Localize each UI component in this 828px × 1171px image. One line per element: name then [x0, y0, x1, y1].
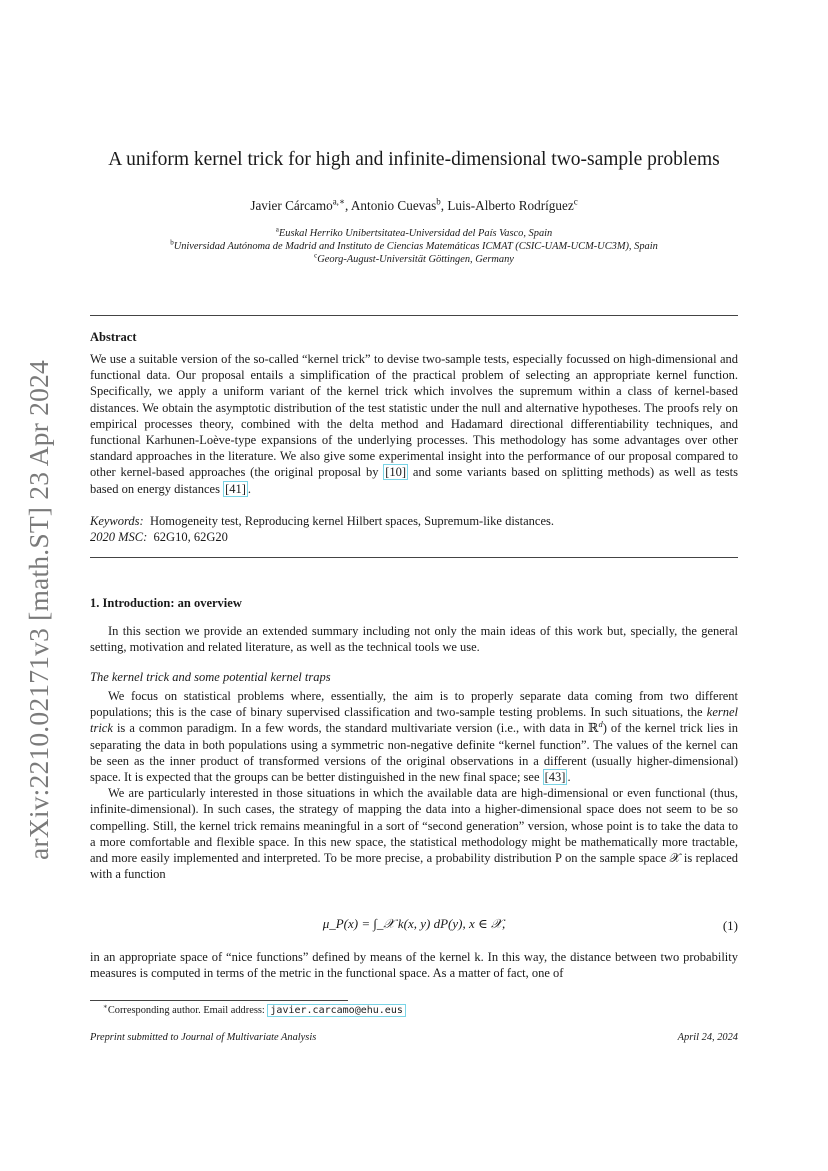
- affiliation-list: [90, 227, 738, 266]
- author-name: Luis-Alberto Rodríguez: [447, 198, 574, 213]
- author-list: Javier Cárcamo$^{a,∗}$, Antonio Cuevas$^b$, Luis-Alberto Rodríguez$^c$: [250, 196, 578, 213]
- equation-1: [90, 912, 738, 942]
- footer-journal: Preprint submitted to Journal of Multivariate Analysis: [90, 1032, 317, 1043]
- intro-paragraph: In this section we provide an extended summary including not only the main ideas of this work but, specially, the general setting, motivation and related literature, as well as the technical tools we use.: [90, 624, 738, 655]
- section-heading: 1. Introduction: an overview: [90, 596, 242, 610]
- abstract-top-rule: [90, 315, 738, 316]
- citation-link[interactable]: [41]: [225, 481, 246, 496]
- footnote-rule: [90, 1000, 348, 1001]
- subsection-heading: The kernel trick and some potential kernel traps: [90, 670, 331, 684]
- affiliation: $^b$Universidad Autónoma de Madrid and Instituto de Ciencias Matemáticas ICMAT (CSIC-UAM-UCM-UC3M), Spain: [170, 238, 658, 252]
- paper-title: A uniform kernel trick for high and infinite-dimensional two-sample problems: [108, 149, 720, 170]
- abstract-bottom-rule: [90, 557, 738, 558]
- affiliation: $^a$Euskal Herriko Unibertsitatea-Universidad del País Vasco, Spain: [275, 225, 553, 239]
- abstract-heading: Abstract: [90, 330, 137, 344]
- keywords-label: Keywords:: [90, 514, 144, 528]
- author-name: Antonio Cuevas: [350, 198, 437, 213]
- footer-date: April 24, 2024: [677, 1032, 738, 1043]
- kernel-trick-paragraphs: We focus on statistical problems where, essentially, the aim is to properly separate data coming from two different populations; this is the case of binary supervised classification and two-sample testing problems. In such situations, the kernel trick is a common paradigm. In a few words, the standard multivariate version (i.e., with data in ℝ$^d$) of the kernel trick lies in separating the data in both populations using a symmetric non-negative definite “kernel function”. The values of the kernel can be seen as the inner product of transformed versions of the original observations in a different (usually higher-dimensional) space. It is expected that the groups can be better distinguished in the new final space; see [43] . We are particularly interested in those situations in which the available data are high-dimensional or even functional (thus, infinite-dimensional). In such cases, the strategy of mapping the data into a higher-dimensional space does not seem to be so compelling. Still, the kernel trick remains meaningful in a sort of “second generation” version, whose point is to take the data to a more comfortable and flexible space. In this new space, the statistical methodology might be mathematically more tractable, and more easily implemented and interpreted. To be more precise, a probability distribution P on the sample space 𝒳 is replaced with a function: [90, 689, 739, 882]
- citation-link[interactable]: [43]: [544, 770, 566, 785]
- email-link[interactable]: javier.carcamo@ehu.eus: [267, 1004, 405, 1017]
- msc-value: 62G10, 62G20: [153, 530, 228, 545]
- keywords-value: Homogeneity test, Reproducing kernel Hilbert spaces, Supremum-like distances.: [149, 514, 555, 528]
- affiliation: $^c$Georg-August-Universität Göttingen, Germany: [314, 251, 514, 265]
- msc-label: 2020 MSC:: [90, 530, 148, 545]
- arxiv-identifier: arXiv:2210.02171v3 [math.ST] 23 Apr 2024: [23, 360, 54, 860]
- equation-number: (1): [722, 918, 738, 933]
- footnote: ∗Corresponding author. Email address: javier.carcamo@ehu.eus: [103, 1005, 406, 1016]
- author-name: Javier Cárcamo: [250, 198, 333, 213]
- equation-body: μ_P(x) = ∫_𝒳 k(x, y) dP(y), x ∈ 𝒳,: [322, 916, 506, 931]
- keywords-block: [90, 513, 738, 545]
- continuation-paragraph: in an appropriate space of “nice functions” defined by means of the kernel k. In this way, the distance between two probability measures is computed in terms of the metric in the functional space. As a matter of fact, one of: [90, 950, 738, 981]
- citation-link[interactable]: [10]: [385, 465, 407, 480]
- abstract-body: We use a suitable version of the so-called “kernel trick” to devise two-sample tests, especially focussed on high-dimensional and functional data. Our proposal entails a simplification of the practical problem of selecting an appropriate kernel function. Specifically, we apply a uniform variant of the kernel trick which involves the supremum within a class of kernel-based distances. We obtain the asymptotic distribution of the test statistic under the null and alternative hypotheses. The proofs rely on empirical processes theory, combined with the delta method and Hadamard directional differentiability techniques, and functional Karhunen-Loève-type expansions of the underlying processes. This methodology has some advantages over other standard approaches in the literature. We also give some experimental insight into the performance of our proposal compared to other kernel-based approaches (the original proposal by [10] and some variants based on splitting methods) as well as tests based on energy distances [41] .: [90, 352, 738, 496]
